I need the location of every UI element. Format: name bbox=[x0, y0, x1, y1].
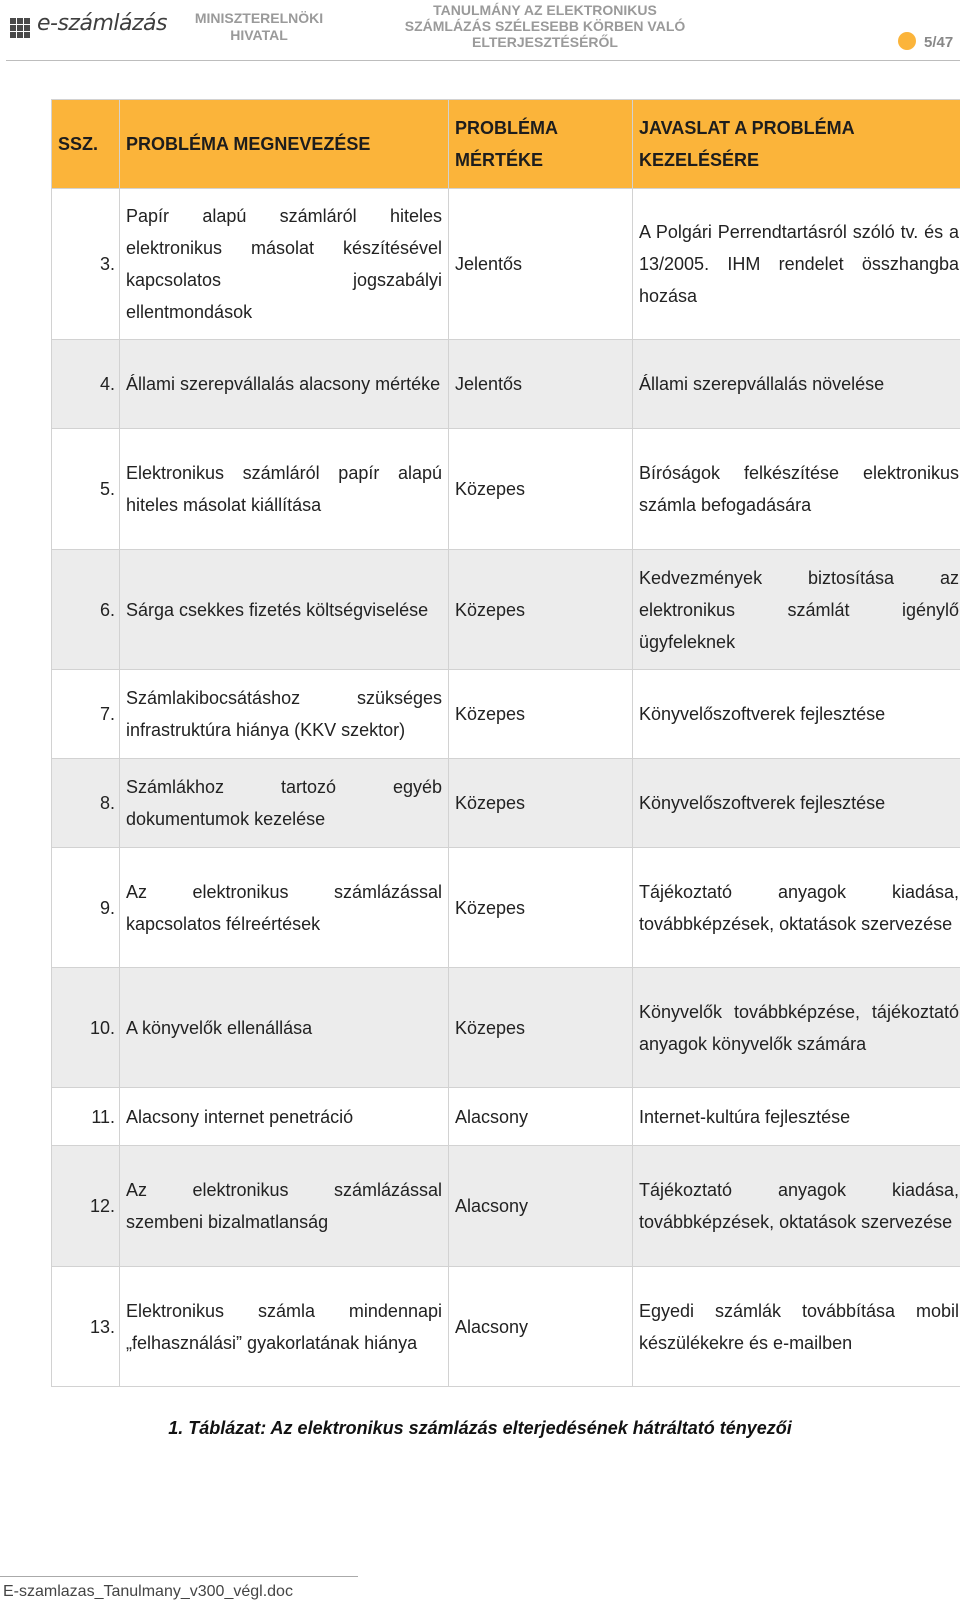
row-number: 9. bbox=[52, 848, 120, 968]
severity-cell: Alacsony bbox=[449, 1146, 633, 1267]
table-caption: 1. Táblázat: Az elektronikus számlázás elterjedésének hátráltató tényezői bbox=[168, 1418, 792, 1438]
row-number: 13. bbox=[52, 1267, 120, 1387]
table-row bbox=[52, 968, 960, 1088]
problem-cell: Sárga csekkes fizetés költségviselése bbox=[120, 550, 449, 670]
footer-filename: E-szamlazas_Tanulmany_v300_végl.doc bbox=[3, 1583, 293, 1600]
proposal-cell: Állami szerepvállalás növelése bbox=[633, 340, 960, 429]
problem-cell: Számlákhoz tartozó egyéb dokumentumok kezelése bbox=[120, 759, 449, 848]
problem-cell: Állami szerepvállalás alacsony mértéke bbox=[120, 340, 449, 429]
row-number: 8. bbox=[52, 759, 120, 848]
document-title-line: ELTERJESZTÉSÉRŐL bbox=[472, 34, 618, 50]
column-header: SSZ. bbox=[52, 100, 120, 189]
organization-name: MINISZTERELNÖKI HIVATAL bbox=[194, 10, 324, 43]
problem-cell: Papír alapú számláról hiteles elektronikus másolat készítésével kapcsolatos jogszabályi ellentmondások bbox=[120, 189, 449, 340]
table-row bbox=[52, 189, 960, 340]
problem-cell: Az elektronikus számlázással szembeni bizalmatlanság bbox=[120, 1146, 449, 1267]
page-dot-icon bbox=[898, 32, 916, 50]
proposal-cell: Tájékoztató anyagok kiadása, továbbképzések, oktatások szervezése bbox=[633, 848, 960, 968]
problem-cell: Elektronikus számláról papír alapú hiteles másolat kiállítása bbox=[120, 429, 449, 550]
proposal-cell: Tájékoztató anyagok kiadása, továbbképzések, oktatások szervezése bbox=[633, 1146, 960, 1267]
logo-grid-icon bbox=[10, 18, 30, 38]
severity-cell: Közepes bbox=[449, 429, 633, 550]
proposal-cell: A Polgári Perrendtartásról szóló tv. és a 13/2005. IHM rendelet összhangba hozása bbox=[633, 189, 960, 340]
header-divider bbox=[6, 60, 960, 61]
row-number: 12. bbox=[52, 1146, 120, 1267]
proposal-cell: Könyvelőszoftverek fejlesztése bbox=[633, 670, 960, 759]
row-number: 3. bbox=[52, 189, 120, 340]
row-number: 4. bbox=[52, 340, 120, 429]
column-header: PROBLÉMA MEGNEVEZÉSE bbox=[120, 100, 449, 189]
table-row bbox=[52, 670, 960, 759]
severity-cell: Közepes bbox=[449, 550, 633, 670]
row-number: 5. bbox=[52, 429, 120, 550]
row-number: 10. bbox=[52, 968, 120, 1088]
table-row bbox=[52, 340, 960, 429]
severity-cell: Közepes bbox=[449, 759, 633, 848]
column-header: PROBLÉMA MÉRTÉKE bbox=[449, 100, 633, 189]
table-row bbox=[52, 429, 960, 550]
problem-cell: Elektronikus számla mindennapi „felhasználási” gyakorlatának hiánya bbox=[120, 1267, 449, 1387]
problems-table bbox=[51, 99, 960, 1387]
severity-cell: Alacsony bbox=[449, 1267, 633, 1387]
table-header-row bbox=[52, 100, 960, 189]
severity-cell: Közepes bbox=[449, 670, 633, 759]
severity-cell: Jelentős bbox=[449, 189, 633, 340]
proposal-cell: Internet-kultúra fejlesztése bbox=[633, 1088, 960, 1146]
table-row bbox=[52, 550, 960, 670]
severity-cell: Jelentős bbox=[449, 340, 633, 429]
column-header: JAVASLAT A PROBLÉMA KEZELÉSÉRE bbox=[633, 100, 960, 189]
row-number: 6. bbox=[52, 550, 120, 670]
table-row bbox=[52, 1088, 960, 1146]
proposal-cell: Egyedi számlák továbbítása mobil készülékekre és e-mailben bbox=[633, 1267, 960, 1387]
logo-text: e-számlázás bbox=[37, 11, 167, 36]
table-row bbox=[52, 1267, 960, 1387]
proposal-cell: Könyvelőszoftverek fejlesztése bbox=[633, 759, 960, 848]
proposal-cell: Kedvezmények biztosítása az elektronikus számlát igénylő ügyfeleknek bbox=[633, 550, 960, 670]
severity-cell: Alacsony bbox=[449, 1088, 633, 1146]
document-title-line: SZÁMLÁZÁS SZÉLESEBB KÖRBEN VALÓ bbox=[404, 18, 686, 34]
page-header bbox=[0, 0, 960, 62]
table-row bbox=[52, 848, 960, 968]
document-title-line: TANULMÁNY AZ ELEKTRONIKUS bbox=[433, 2, 657, 18]
problem-cell: Számlakibocsátáshoz szükséges infrastruktúra hiánya (KKV szektor) bbox=[120, 670, 449, 759]
document-title bbox=[370, 2, 720, 50]
proposal-cell: Bíróságok felkészítése elektronikus számla befogadására bbox=[633, 429, 960, 550]
problem-cell: Alacsony internet penetráció bbox=[120, 1088, 449, 1146]
footer-divider bbox=[0, 1576, 358, 1577]
proposal-cell: Könyvelők továbbképzése, tájékoztató anyagok könyvelők számára bbox=[633, 968, 960, 1088]
problem-cell: Az elektronikus számlázással kapcsolatos félreértések bbox=[120, 848, 449, 968]
table-row bbox=[52, 759, 960, 848]
problem-cell: A könyvelők ellenállása bbox=[120, 968, 449, 1088]
row-number: 11. bbox=[52, 1088, 120, 1146]
severity-cell: Közepes bbox=[449, 968, 633, 1088]
table-row bbox=[52, 1146, 960, 1267]
row-number: 7. bbox=[52, 670, 120, 759]
severity-cell: Közepes bbox=[449, 848, 633, 968]
page-number: 5/47 bbox=[924, 34, 954, 51]
